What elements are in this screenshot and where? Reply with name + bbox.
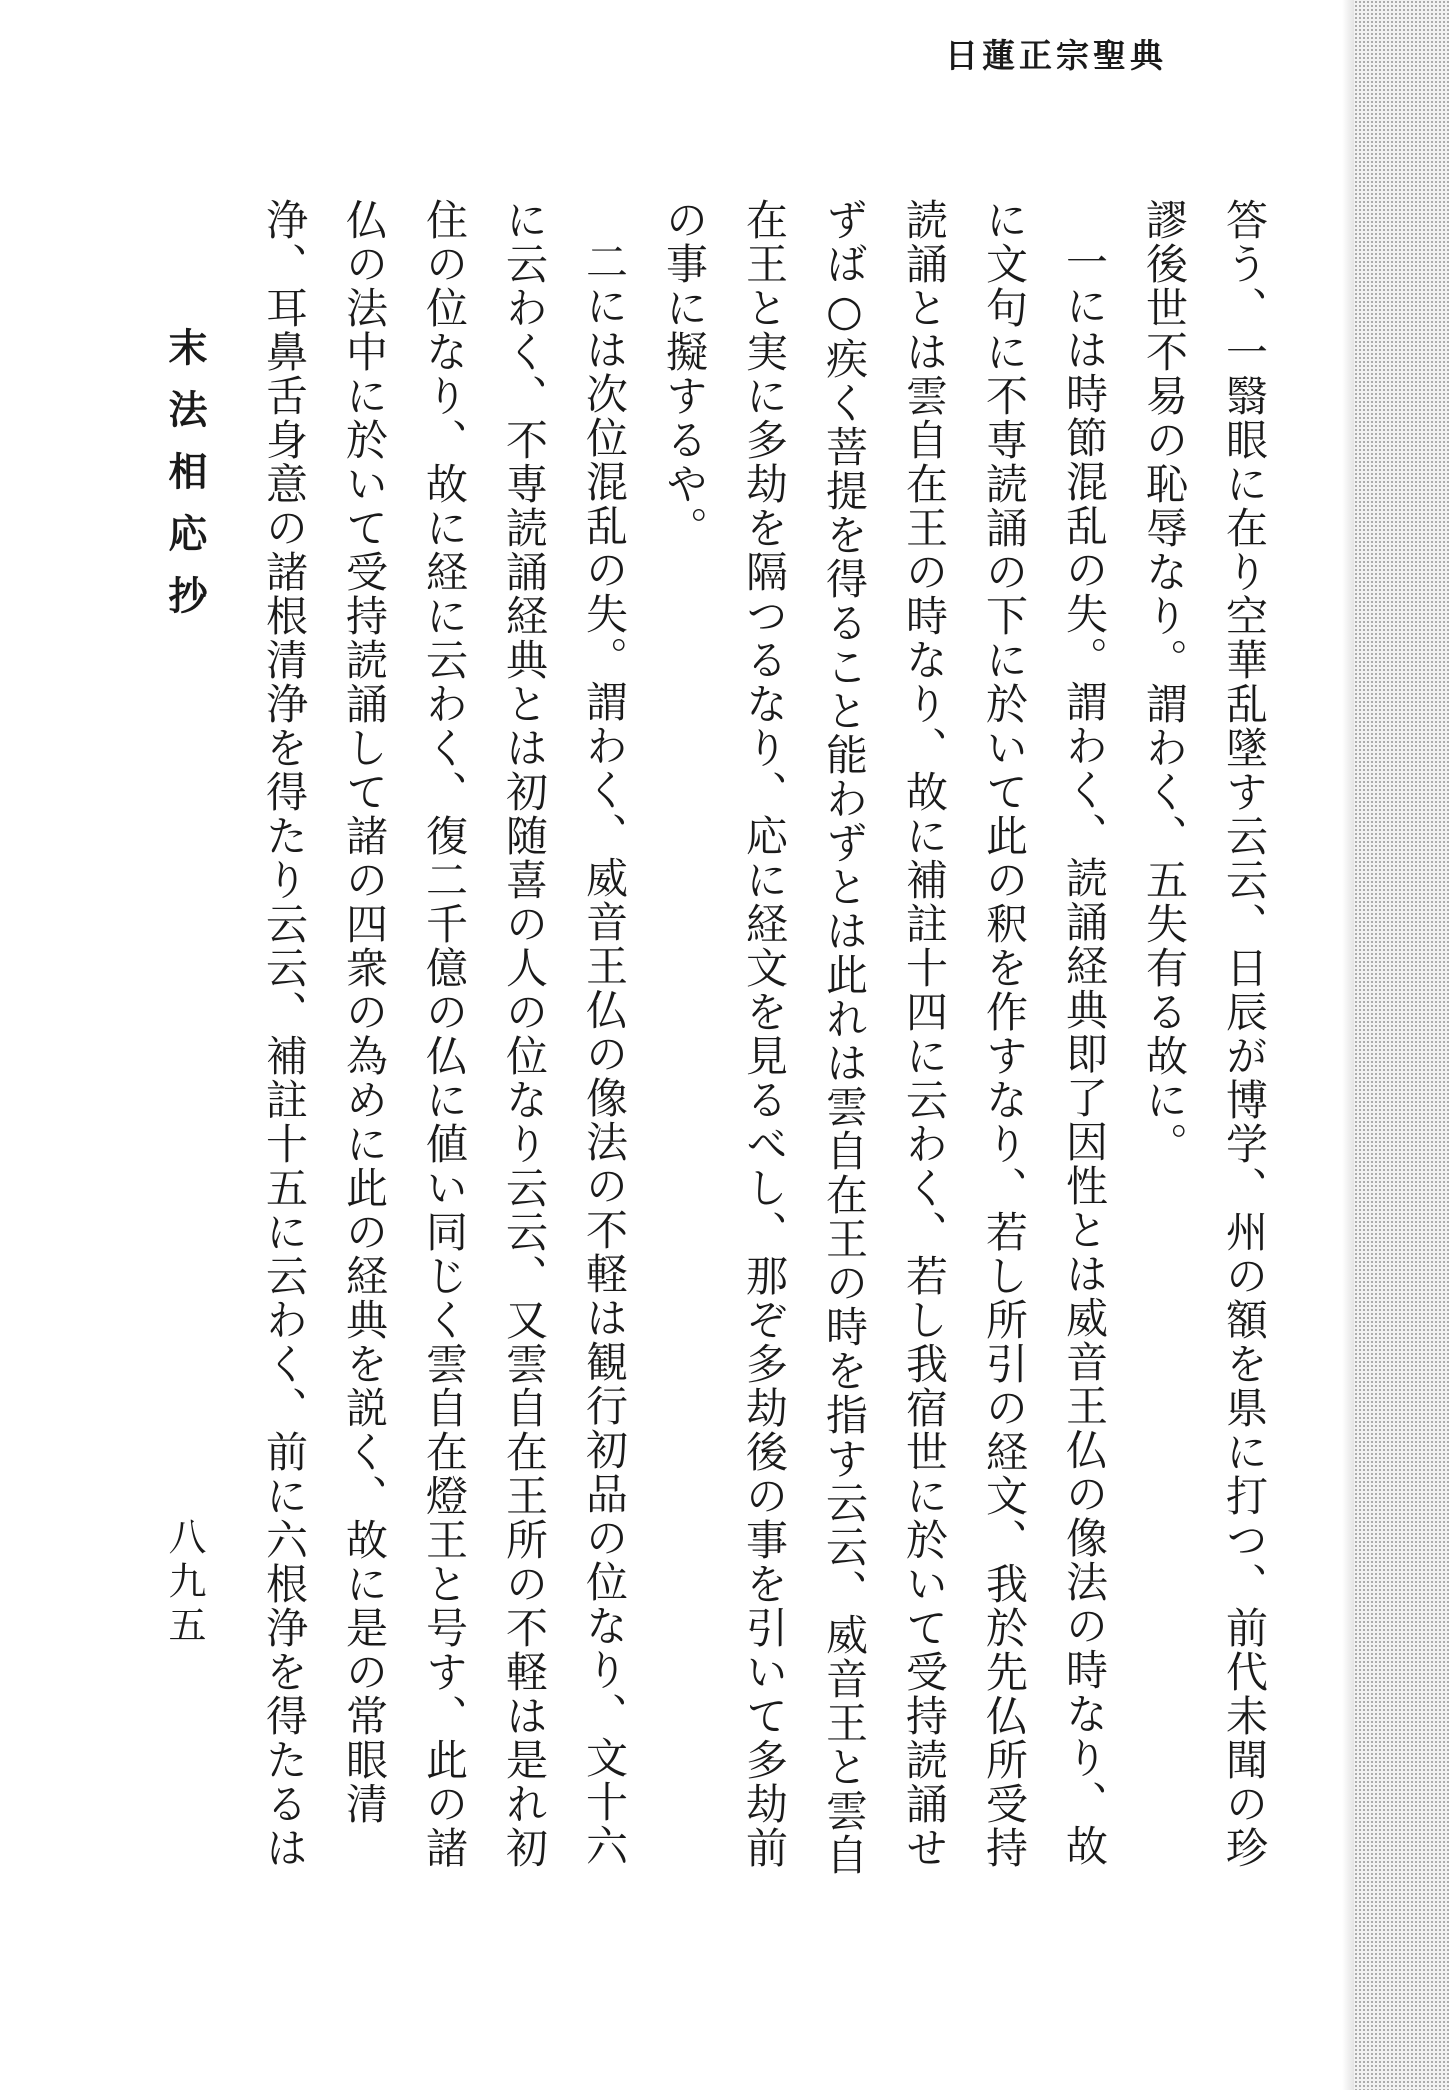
paragraph-answer: 答う、一翳眼に在り空華乱墜す云云、日辰が博学、州の額を県に打つ、前代未聞の珍謬後世不易の恥辱なり。謂わく、五失有る故に。 xyxy=(1140,198,1269,1870)
scan-edge-shadow xyxy=(1354,0,1449,2090)
book-section-title: 末法相応抄 xyxy=(162,327,208,637)
paragraph-second-error: 二には次位混乱の失。謂わく、威音王仏の像法の不軽は観行初品の位なり、文十六に云わく、不専読誦経典とは初随喜の人の位なり云云、又雲自在王所の不軽は是れ初住の位なり、故に経に云わく、復二千億の仏に値い同じく雲自在燈王と号す、此の諸仏の法中に於いて受持読誦して諸の四衆の為めに此の経典を説く、故に是の常眼清浄、耳鼻舌身意の諸根清浄を得たり云云、補註十五に云わく、前に六根浄を得たるは xyxy=(260,198,629,1870)
paragraph-first-error: 一には時節混乱の失。謂わく、読誦経典即了因性とは威音王仏の像法の時なり、故に文句に不専読誦の下に於いて此の釈を作すなり、若し所引の経文、我於先仏所受持読誦とは雲自在王の時なり、故に補註十四に云わく、若し我宿世に於いて受持読誦せずば○疾く菩提を得ること能わずとは此れは雲自在王の時を指す云云、威音王と雲自在王と実に多劫を隔つるなり、応に経文を見るべし、那ぞ多劫後の事を引いて多劫前の事に擬するや。 xyxy=(660,198,1109,1877)
page-header-title: 日蓮正宗聖典 xyxy=(945,36,1167,75)
body-text xyxy=(236,198,1284,1888)
page-number: 八九五 xyxy=(162,1517,206,1649)
